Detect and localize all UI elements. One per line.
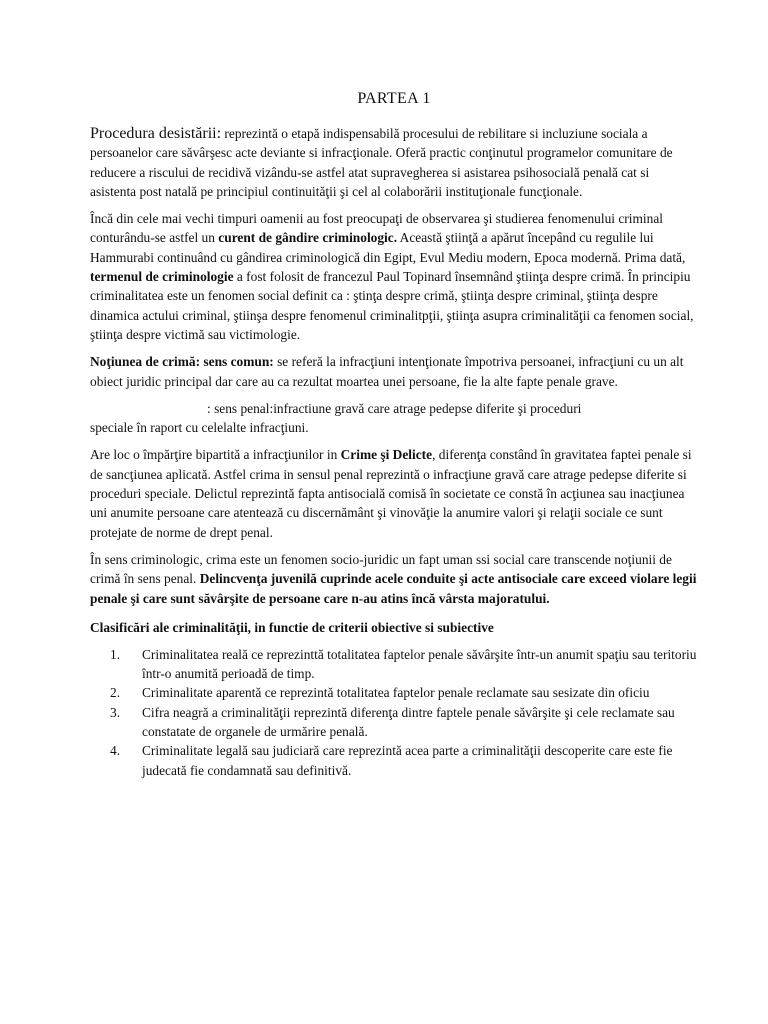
list-item (90, 645, 698, 684)
list-item (90, 741, 698, 780)
paragraph-sens-criminologic (90, 550, 698, 608)
paragraph-text: , diferenţa constând în gravitatea faptei penale si de sancţiunea aplicată. Astfel crima in sensul penal reprezintă o infracţiune gravă care atrage pedepse diferite si proceduri speciale. Delictul reprezintă fapta antisocială comisă în societate ce constă în acţiunea sau inacţiunea uni anumite persoane care atentează cu discernământ şi vinovăţie la anumire valori şi relaţii sociale ce sunt protejate de norme de drept penal. (90, 447, 692, 540)
bold-term-crime-delicte: Crime şi Delicte (340, 447, 433, 463)
list-item (90, 683, 698, 702)
list-item-number: 1. (110, 646, 121, 662)
bold-term-curent: curent de gândire criminologic. (218, 230, 398, 246)
paragraph-text: În sens criminologic, crima este un fenomen socio-juridic un fapt uman ssi social care transcende noţiunii de crimă în sens penal. (90, 551, 672, 587)
paragraph-sens-penal (90, 399, 698, 438)
list-item-text: Cifra neagră a criminalităţii reprezintă diferenţa dintre faptele penale săvârşite şi cele reclamate sau constatate de organele de urmărire penală. (142, 704, 675, 740)
list-item (90, 703, 698, 742)
paragraph-procedura (90, 124, 698, 201)
list-item-number: 2. (110, 685, 121, 701)
section-heading: Clasificări ale criminalităţii, in functie de criterii obiective si subiective (90, 619, 494, 635)
page-title: PARTEA 1 (357, 90, 431, 107)
list-item-text: Criminalitatea reală ce reprezinttă totalitatea faptelor penale săvârşite într-un anumit spaţiu sau teritoriu într-o anumită perioadă de timp. (142, 646, 697, 682)
bold-term-notiunea: Noţiunea de crimă: sens comun: (90, 354, 274, 370)
paragraph-text: a fost folosit de francezul Paul Topinard însemnând ştiinţa despre crimă. În principiu criminalitatea este un fenomen social definit ca : ştinţa despre crimă, ştiinţa despre criminal, ştiinţa despre dinamica actului criminal, ştiinşa despre fenomenul criminalitpţii, ştiinţa asupra criminalităţii ca fenomen social, ştiinţa despre victimă sau victimologie. (90, 269, 694, 342)
list-item-number: 3. (110, 704, 121, 720)
bold-term-criminologie: termenul de criminologie (90, 269, 234, 285)
paragraph-text: se referă la infracţiuni intenţionate împotriva persoanei, infracţiuni cu un alt obiect juridic principal dar care au ca rezultat moartea unei persoane, fie la alte fapte penale grave. (90, 354, 684, 389)
list-item-text: Criminalitate legală sau judiciară care reprezintă acea parte a criminalităţii descoperite care este fie judecată fie condamnată sau definitivă. (142, 743, 673, 778)
paragraph-istoric (90, 209, 698, 344)
paragraph-text: Are loc o împărţire bipartită a infracţiunilor in (90, 447, 341, 463)
paragraph-text: reprezintă o etapă indispensabilă procesului de rebilitare si incluziune sociala a persoanelor care săvârşesc acte deviante si infracţionale. Oferă practic conţinutul programelor comunitare de reducere a riscului de recidivă vizându-se astfel atat supravegherea si asistarea psihosocială penală cat si asistenta post natală pe principiul continuităţii şi cel al colaborării instituţionale funcţionale. (90, 126, 673, 199)
criteria-list (90, 645, 698, 780)
paragraph-text: Încă din cele mai vechi timpuri oamenii au fost preocupaţi de observarea şi studierea fenomenului criminal conturându-se astfel un (90, 211, 663, 246)
paragraph-impartire (90, 445, 698, 541)
paragraph-line: : sens penal:infractiune gravă care atrage pedepse diferite şi proceduri (207, 400, 582, 416)
paragraph-line: speciale în raport cu celelalte infracţiuni. (90, 420, 309, 436)
paragraph-notiunea-crima (90, 352, 698, 391)
paragraph-text: Această ştiinţă a apărut începând cu regulile lui Hammurabi continuând cu gândirea criminologică din Egipt, Evul Mediu modern, Epoca modernă. Prima dată, (90, 230, 686, 265)
paragraph-lead-term: Procedura desistării: (90, 125, 222, 142)
list-item-number: 4. (110, 743, 121, 759)
list-item-text: Criminalitate aparentă ce reprezintă totalitatea faptelor penale reclamate sau sesizate din oficiu (142, 685, 650, 701)
bold-term-delincventa: Delincvenţa juvenilă cuprinde acele conduite şi acte antisociale care exceed violare legii penale şi care sunt săvârşite de persoane care n-au atins încă vârsta majoratului. (90, 571, 697, 606)
